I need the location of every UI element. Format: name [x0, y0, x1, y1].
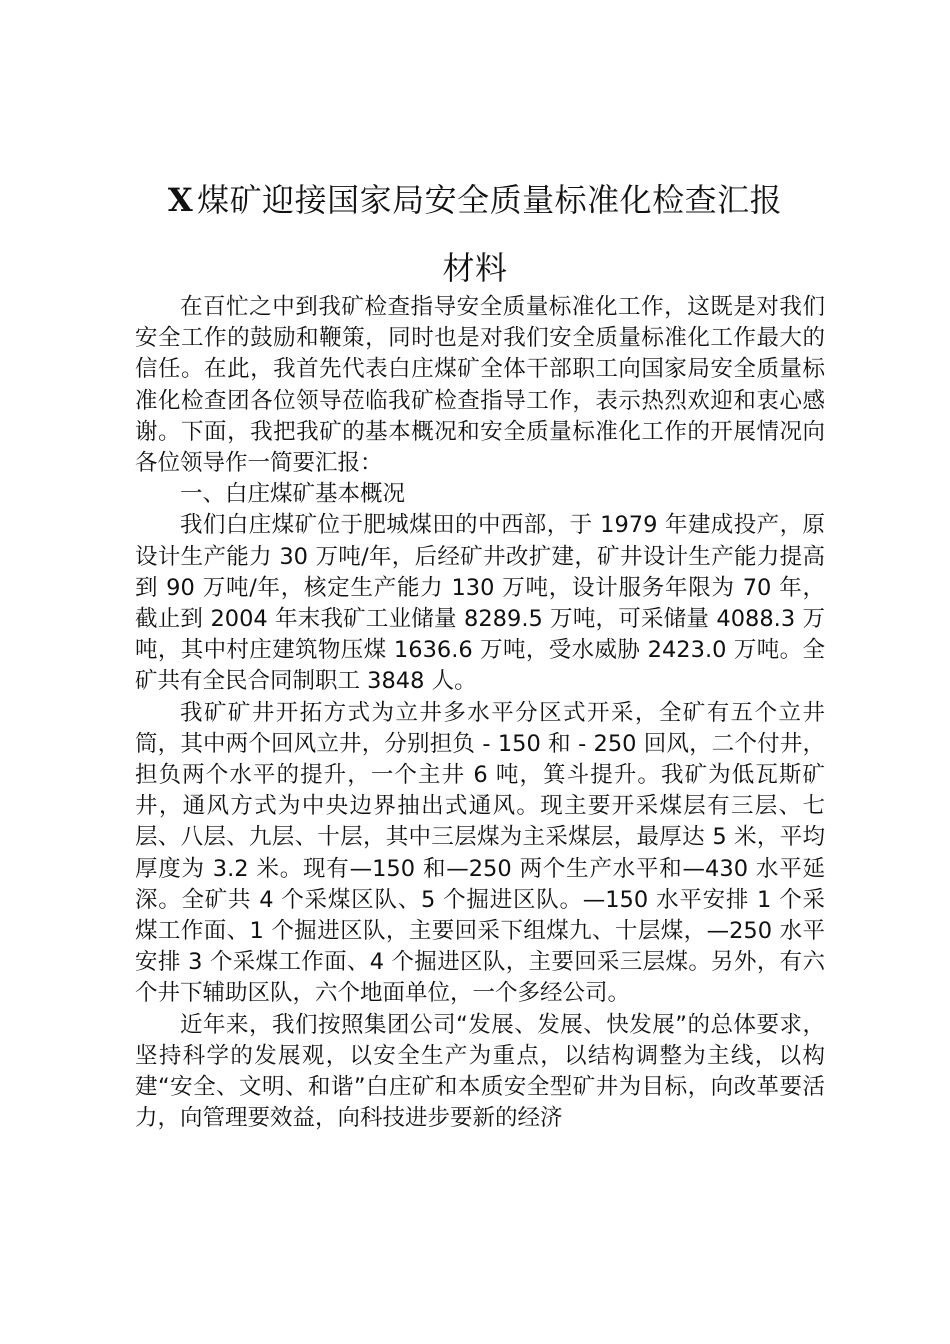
title-prefix: X [167, 181, 194, 219]
title-main: 煤矿迎接国家局安全质量标准化检查汇报 [197, 181, 783, 219]
document-body [135, 292, 825, 1134]
title-line-1 [80, 178, 870, 222]
title-line-2: 材料 [442, 249, 508, 287]
paragraph-mining-method: 我矿矿井开拓方式为立井多水平分区式开采，全矿有五个立井筒，其中两个回风立井，分别担负 - 150 和 - 250 回风，二个付井，担负两个水平的提升，一个主井 6 吨，箕斗提升。我矿为低瓦斯矿井，通风方式为中央边界抽出式通风。现主要开采煤层有三层、七层、八层、九层、十层，其中三层煤为主采煤层，最厚达 5 米，平均厚度为 3.2 米。现有—150 和—250 两个生产水平和—430 水平延深。全矿共 4 个采煤区队、5 个掘进区队。—150 水平安排 1 个采煤工作面、1 个掘进区队，主要回采下组煤九、十层煤，—250 水平安排 3 个采煤工作面、4 个掘进区队，主要回采三层煤。另外，有六个井下辅助区队，六个地面单位，一个多经公司。 [135, 699, 825, 1007]
paragraph-recent-years: 近年来，我们按照集团公司“发展、发展、快发展”的总体要求，坚持科学的发展观，以安全生产为重点，以结构调整为主线，以构建“安全、文明、和谐”白庄矿和本质安全型矿井为目标，向改革要活力，向管理要效益，向科技进步要新的经济 [135, 1011, 825, 1132]
document-title [80, 178, 870, 290]
paragraph-intro: 在百忙之中到我矿检查指导安全质量标准化工作，这既是对我们安全工作的鼓励和鞭策，同时也是对我们安全质量标准化工作最大的信任。在此，我首先代表白庄煤矿全体干部职工向国家局安全质量标准化检查团各位领导莅临我矿检查指导工作，表示热烈欢迎和衷心感谢。下面，我把我矿的基本概况和安全质量标准化工作的开展情况向各位领导作一简要汇报： [135, 294, 825, 477]
paragraph-overview: 我们白庄煤矿位于肥城煤田的中西部，于 1979 年建成投产，原设计生产能力 30 万吨/年，后经矿井改扩建，矿井设计生产能力提高到 90 万吨/年，核定生产能力 130 万吨，设计服务年限为 70 年，截止到 2004 年末我矿工业储量 8289.5 万吨，可采储量 4088.3 万吨，其中村庄建筑物压煤 1636.6 万吨，受水威胁 2423.0 万吨。全矿共有全民合同制职工 3848 人。 [135, 512, 825, 695]
section-heading-1: 一、白庄煤矿基本概况 [180, 481, 406, 508]
